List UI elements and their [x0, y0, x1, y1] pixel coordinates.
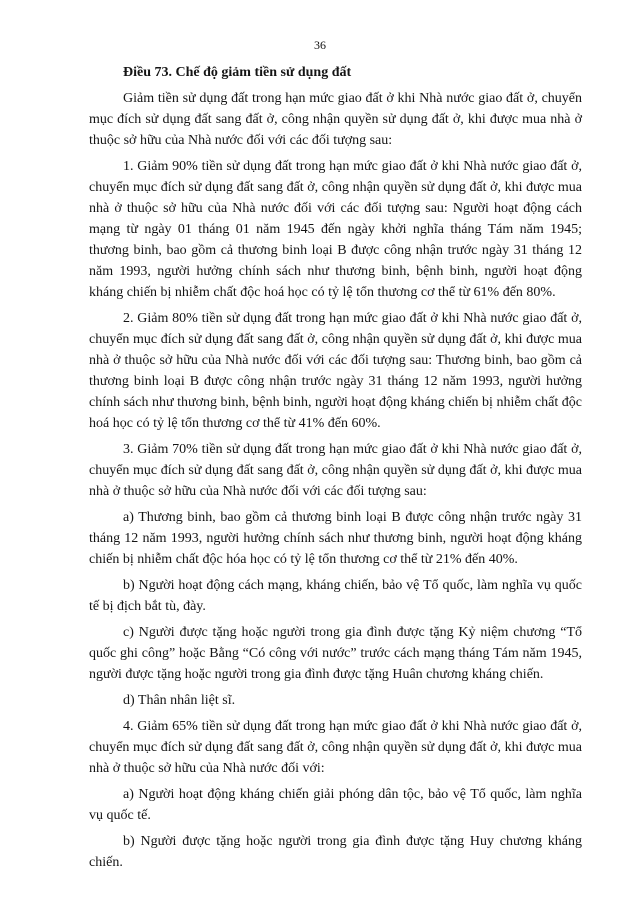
article-body [89, 60, 582, 873]
paragraph-list [89, 88, 582, 873]
paragraph: c) Người được tặng hoặc người trong gia đình được tặng Kỷ niệm chương “Tổ quốc ghi công” hoặc Bằng “Có công với nước” trước cách mạng tháng Tám năm 1945, người được tặng hoặc người trong gia đình được tặng Huân chương kháng chiến. [89, 625, 582, 682]
paragraph: 4. Giảm 65% tiền sử dụng đất trong hạn mức giao đất ở khi Nhà nước giao đất ở, chuyển mục đích sử dụng đất sang đất ở, công nhận quyền sử dụng đất ở, khi được mua nhà ở thuộc sở hữu của Nhà nước đối với: [89, 719, 582, 776]
paragraph: b) Người được tặng hoặc người trong gia đình được tặng Huy chương kháng chiến. [89, 834, 582, 870]
article-title: Điều 73. Chế độ giảm tiền sử dụng đất [123, 65, 352, 80]
paragraph: 2. Giảm 80% tiền sử dụng đất trong hạn mức giao đất ở khi Nhà nước giao đất ở, chuyển mục đích sử dụng đất sang đất ở, công nhận quyền sử dụng đất ở, khi được mua nhà ở thuộc sở hữu của Nhà nước đối với các đối tượng sau: Thương binh, bao gồm cả thương binh loại B được công nhận trước ngày 31 tháng 12 năm 1993, người hưởng chính sách như thương binh, bệnh binh, người hoạt động kháng chiến bị nhiễm chất độc hoá học có tỷ lệ tổn thương cơ thể từ 41% đến 60%. [89, 311, 582, 431]
paragraph: b) Người hoạt động cách mạng, kháng chiến, bảo vệ Tổ quốc, làm nghĩa vụ quốc tế bị địch bắt tù, đày. [89, 578, 582, 614]
paragraph: d) Thân nhân liệt sĩ. [123, 693, 236, 708]
paragraph: a) Thương binh, bao gồm cả thương binh loại B được công nhận trước ngày 31 tháng 12 năm 1993, người hưởng chính sách như thương binh, người hoạt động kháng chiến bị nhiễm chất độc hóa học có tỷ lệ tổn thương cơ thể từ 21% đến 40%. [89, 510, 582, 567]
paragraph: 1. Giảm 90% tiền sử dụng đất trong hạn mức giao đất ở khi Nhà nước giao đất ở, chuyển mục đích sử dụng đất sang đất ở, công nhận quyền sử dụng đất ở, khi được mua nhà ở thuộc sở hữu của Nhà nước đối với các đối tượng sau: Người hoạt động cách mạng từ ngày 01 tháng 01 năm 1945 đến ngày khởi nghĩa tháng Tám năm 1945; thương binh, bao gồm cả thương binh loại B được công nhận trước ngày 31 tháng 12 năm 1993, người hưởng chính sách như thương binh, bệnh binh, người hoạt động kháng chiến bị nhiễm chất độc hoá học có tỷ lệ tổn thương cơ thể từ 61% đến 80%. [89, 159, 582, 300]
paragraph: 3. Giảm 70% tiền sử dụng đất trong hạn mức giao đất ở khi Nhà nước giao đất ở, chuyển mục đích sử dụng đất sang đất ở, công nhận quyền sử dụng đất ở, khi được mua nhà ở thuộc sở hữu của Nhà nước đối với các đối tượng sau: [89, 442, 582, 499]
page-number: 36 [314, 38, 326, 52]
paragraph: Giảm tiền sử dụng đất trong hạn mức giao đất ở khi Nhà nước giao đất ở, chuyển mục đích sử dụng đất sang đất ở, công nhận quyền sử dụng đất ở, khi được mua nhà ở thuộc sở hữu của Nhà nước đối với các đối tượng sau: [89, 91, 582, 148]
paragraph: a) Người hoạt động kháng chiến giải phóng dân tộc, bảo vệ Tổ quốc, làm nghĩa vụ quốc tế. [89, 787, 582, 823]
